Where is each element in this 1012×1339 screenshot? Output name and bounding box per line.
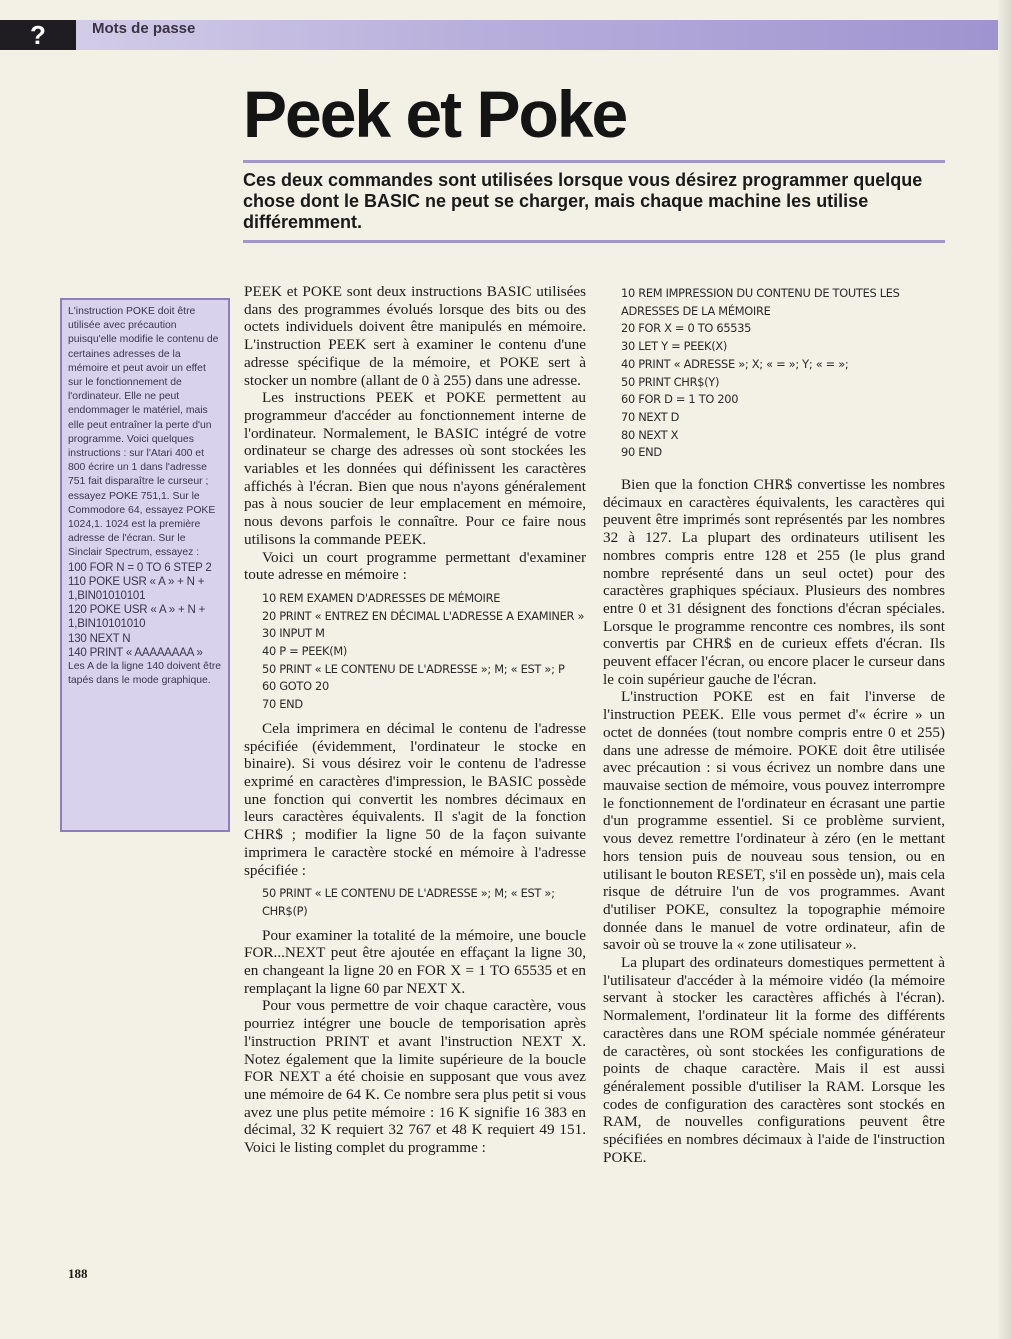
paragraph: Cela imprimera en décimal le contenu de l'adresse spécifiée (évidemment, l'ordinateur le stocke en binaire). Si vous désirez voir le contenu de l'adresse exprimé en caractères d'impression, le BASIC possède une fonction qui convertit les nombres décimaux en leurs caractères équivalents. Il s'agit de la fonction CHR$ ; modifier la ligne 50 de la façon suivante imprimera le caractère stocké en mémoire à l'adresse spécifiée : [244, 719, 586, 879]
code-line: 50 PRINT « LE CONTENU DE L'ADRESSE »; M; « EST »; [262, 886, 555, 901]
code-line: 140 PRINT « AAAAAAAA » [68, 646, 203, 659]
paragraph: PEEK et POKE sont deux instructions BASIC utilisées dans des programmes évolués lorsque des bits ou des octets individuels doivent être manipulés en mémoire. L'instruction PEEK sert à examiner le contenu d'une adresse spécifique de la mémoire, et POKE sert à stocker un nombre (allant de 0 à 255) dans une adresse. [244, 283, 586, 389]
code-line: 40 P = PEEK(M) [262, 644, 348, 659]
code-line: 60 GOTO 20 [262, 679, 329, 694]
paragraph: Les instructions PEEK et POKE permettent au programmeur d'accéder au fonctionnement interne de l'ordinateur. Normalement, le BASIC intégré de votre ordinateur se charge des adresses où sont stockées les variables et les données qui définissent les caractères affichés à l'écran. Bien que nous n'ayons généralement pas à nous soucier de leur emplacement en mémoire, nous devons parfois le connaître. Pour ce faire nous utilisons la commande PEEK. [244, 389, 586, 548]
paragraph: Pour vous permettre de voir chaque caractère, vous pourriez intégrer une boucle de temporisation après l'instruction PRINT et avant l'instruction NEXT X. Notez également que la limite supérieure de la boucle FOR NEXT a été choisie en supposant que vous avez une mémoire de 64 K. Ce nombre sera plus petit si vous avez une plus petite mémoire : 16 K signifie 16 383 en décimal, 32 K requiert 32 767 et 48 K requiert 49 151. Voici le listing complet du programme : [244, 997, 586, 1157]
code-line: 20 FOR X = 0 TO 65535 [621, 321, 752, 336]
code-line: 120 POKE USR « A » + N + [68, 604, 206, 617]
divider-bottom [243, 240, 945, 243]
sidebar-box [60, 298, 230, 832]
paragraph: L'instruction POKE est en fait l'inverse de l'instruction PEEK. Elle vous permet d'« écrire » un octet de données (tout nombre compris entre 0 et 255) dans une adresse de mémoire. POKE doit être utilisée avec précaution : si vous écrivez un nombre dans une mauvaise section de mémoire, vous pouvez interrompre le fonctionnement de l'ordinateur en écrasant une partie d'un programme essentiel. Si ce problème survient, vous devez remettre l'ordinateur à zéro (en le mettant hors tension puis de nouveau sous tension, ou en utilisant le bouton RESET, s'il en possède un), mais cela risque de détruire l'un de vos programmes. Avant d'utiliser POKE, consultez la topographie mémoire donnée dans le manuel de votre ordinateur, afin de savoir où se trouve la « zone utilisateur ». [603, 688, 946, 954]
code-line: 50 PRINT « LE CONTENU DE L'ADRESSE »; M; « EST »; P [262, 661, 565, 676]
code-listing [262, 885, 586, 920]
code-line: 50 PRINT CHR$(Y) [621, 374, 720, 389]
code-line: 10 REM IMPRESSION DU CONTENU DE TOUTES LES [621, 286, 900, 300]
code-line: 100 FOR N = 0 TO 6 STEP 2 [68, 561, 212, 574]
article-title: Peek et Poke [243, 77, 627, 151]
code-line: CHR$(P) [262, 903, 308, 918]
divider-top [243, 160, 945, 163]
code-listing [262, 590, 586, 714]
page-number: 188 [68, 1266, 88, 1281]
code-line: 30 INPUT M [262, 626, 325, 641]
code-line: 70 END [262, 697, 303, 712]
code-line: 1,BIN10101010 [68, 618, 146, 631]
code-line: ADRESSES DE LA MÉMOIRE [621, 303, 771, 318]
paragraph: Bien que la fonction CHR$ convertisse les nombres décimaux en caractères équivalents, les caractères qui peuvent être imprimés sont représentés par les nombres 32 à 127. La plupart des ordinateurs utilisent les nombres compris entre 128 et 255 (le plus grand nombre représenté dans un seul octet) pour des caractères graphiques spéciaux. Plusieurs des nombres entre 0 et 31 désignent des fonctions d'écran spéciales. Lorsque le programme rencontre ces nombres, ils sont convertis par CHR$ en de curieux effets d'écran. Ils peuvent effacer l'écran, ou encore placer le curseur dans le coin supérieur gauche de l'écran. [603, 476, 945, 688]
code-line: 40 PRINT « ADRESSE »; X; « = »; Y; « = »; [621, 356, 849, 371]
paragraph: Voici un court programme permettant d'examiner toute adresse en mémoire : [244, 548, 586, 584]
sidebar-note: Les A de la ligne 140 doivent être tapés dans le mode graphique. [68, 661, 222, 687]
code-line: 90 END [621, 445, 662, 460]
code-line: 10 REM EXAMEN D'ADRESSES DE MÉMOIRE [262, 590, 501, 605]
left-column [244, 283, 586, 1157]
code-line: 130 NEXT N [68, 632, 131, 645]
section-label: Mots de passe [92, 20, 196, 37]
right-column [603, 283, 945, 1166]
paragraph: La plupart des ordinateurs domestiques permettent à l'utilisateur d'accéder à la mémoire vidéo (la mémoire servant à stocker les caractères affichés à l'écran). Normalement, l'ordinateur lit la forme des différents caractères dans une ROM spéciale nommée générateur de caractères, où sont stockées les configurations de points de chaque caractère. Mais il est aussi généralement possible d'utiliser la RAM. Lorsque les codes de configuration des caractères sont stockés en RAM, de nouvelles configurations peuvent être spécifiées en nombres décimaux à l'aide de l'instruction POKE. [603, 954, 945, 1166]
sidebar-text: L'instruction POKE doit être utilisée avec précaution puisqu'elle modifie le contenu de certaines adresses de la mémoire et peut avoir un effet sur le fonctionnement de l'ordinateur. Elle ne peut endommager le matériel, mais elle peut entraîner la perte d'un programme. Voici quelques instructions : sur l'Atari 400 et 800 écrire un 1 dans l'adresse 751 fait disparaître le curseur ; essayez POKE 751,1. Sur le Commodore 64, essayez POKE 1024,1. 1024 est la première adresse de l'écran. Sur le Sinclair Spectrum, essayez : [68, 306, 219, 559]
section-header-bar [0, 20, 1012, 50]
code-line: 1,BIN01010101 [68, 590, 146, 603]
code-line: 20 PRINT « ENTREZ EN DÉCIMAL L'ADRESSE A EXAMINER » [262, 608, 585, 623]
sidebar-code [68, 561, 222, 660]
code-line: 80 NEXT X [621, 427, 679, 442]
question-mark-icon: ? [0, 20, 76, 50]
paragraph: Pour examiner la totalité de la mémoire, une boucle FOR...NEXT peut être ajoutée en effaçant la ligne 30, en changeant la ligne 20 en FOR X = 1 TO 65535 et en remplaçant la ligne 60 par NEXT X. [244, 926, 586, 997]
code-line: 60 FOR D = 1 TO 200 [621, 392, 739, 407]
code-line: 30 LET Y = PEEK(X) [621, 339, 728, 354]
article-intro: Ces deux commandes sont utilisées lorsque vous désirez programmer quelque chose dont le BASIC ne peut se charger, mais chaque machine les utilise différemment. [243, 170, 923, 232]
code-listing [621, 285, 945, 462]
page-edge [998, 0, 1012, 1339]
code-line: 110 POKE USR « A » + N + [68, 575, 205, 588]
code-line: 70 NEXT D [621, 409, 680, 424]
